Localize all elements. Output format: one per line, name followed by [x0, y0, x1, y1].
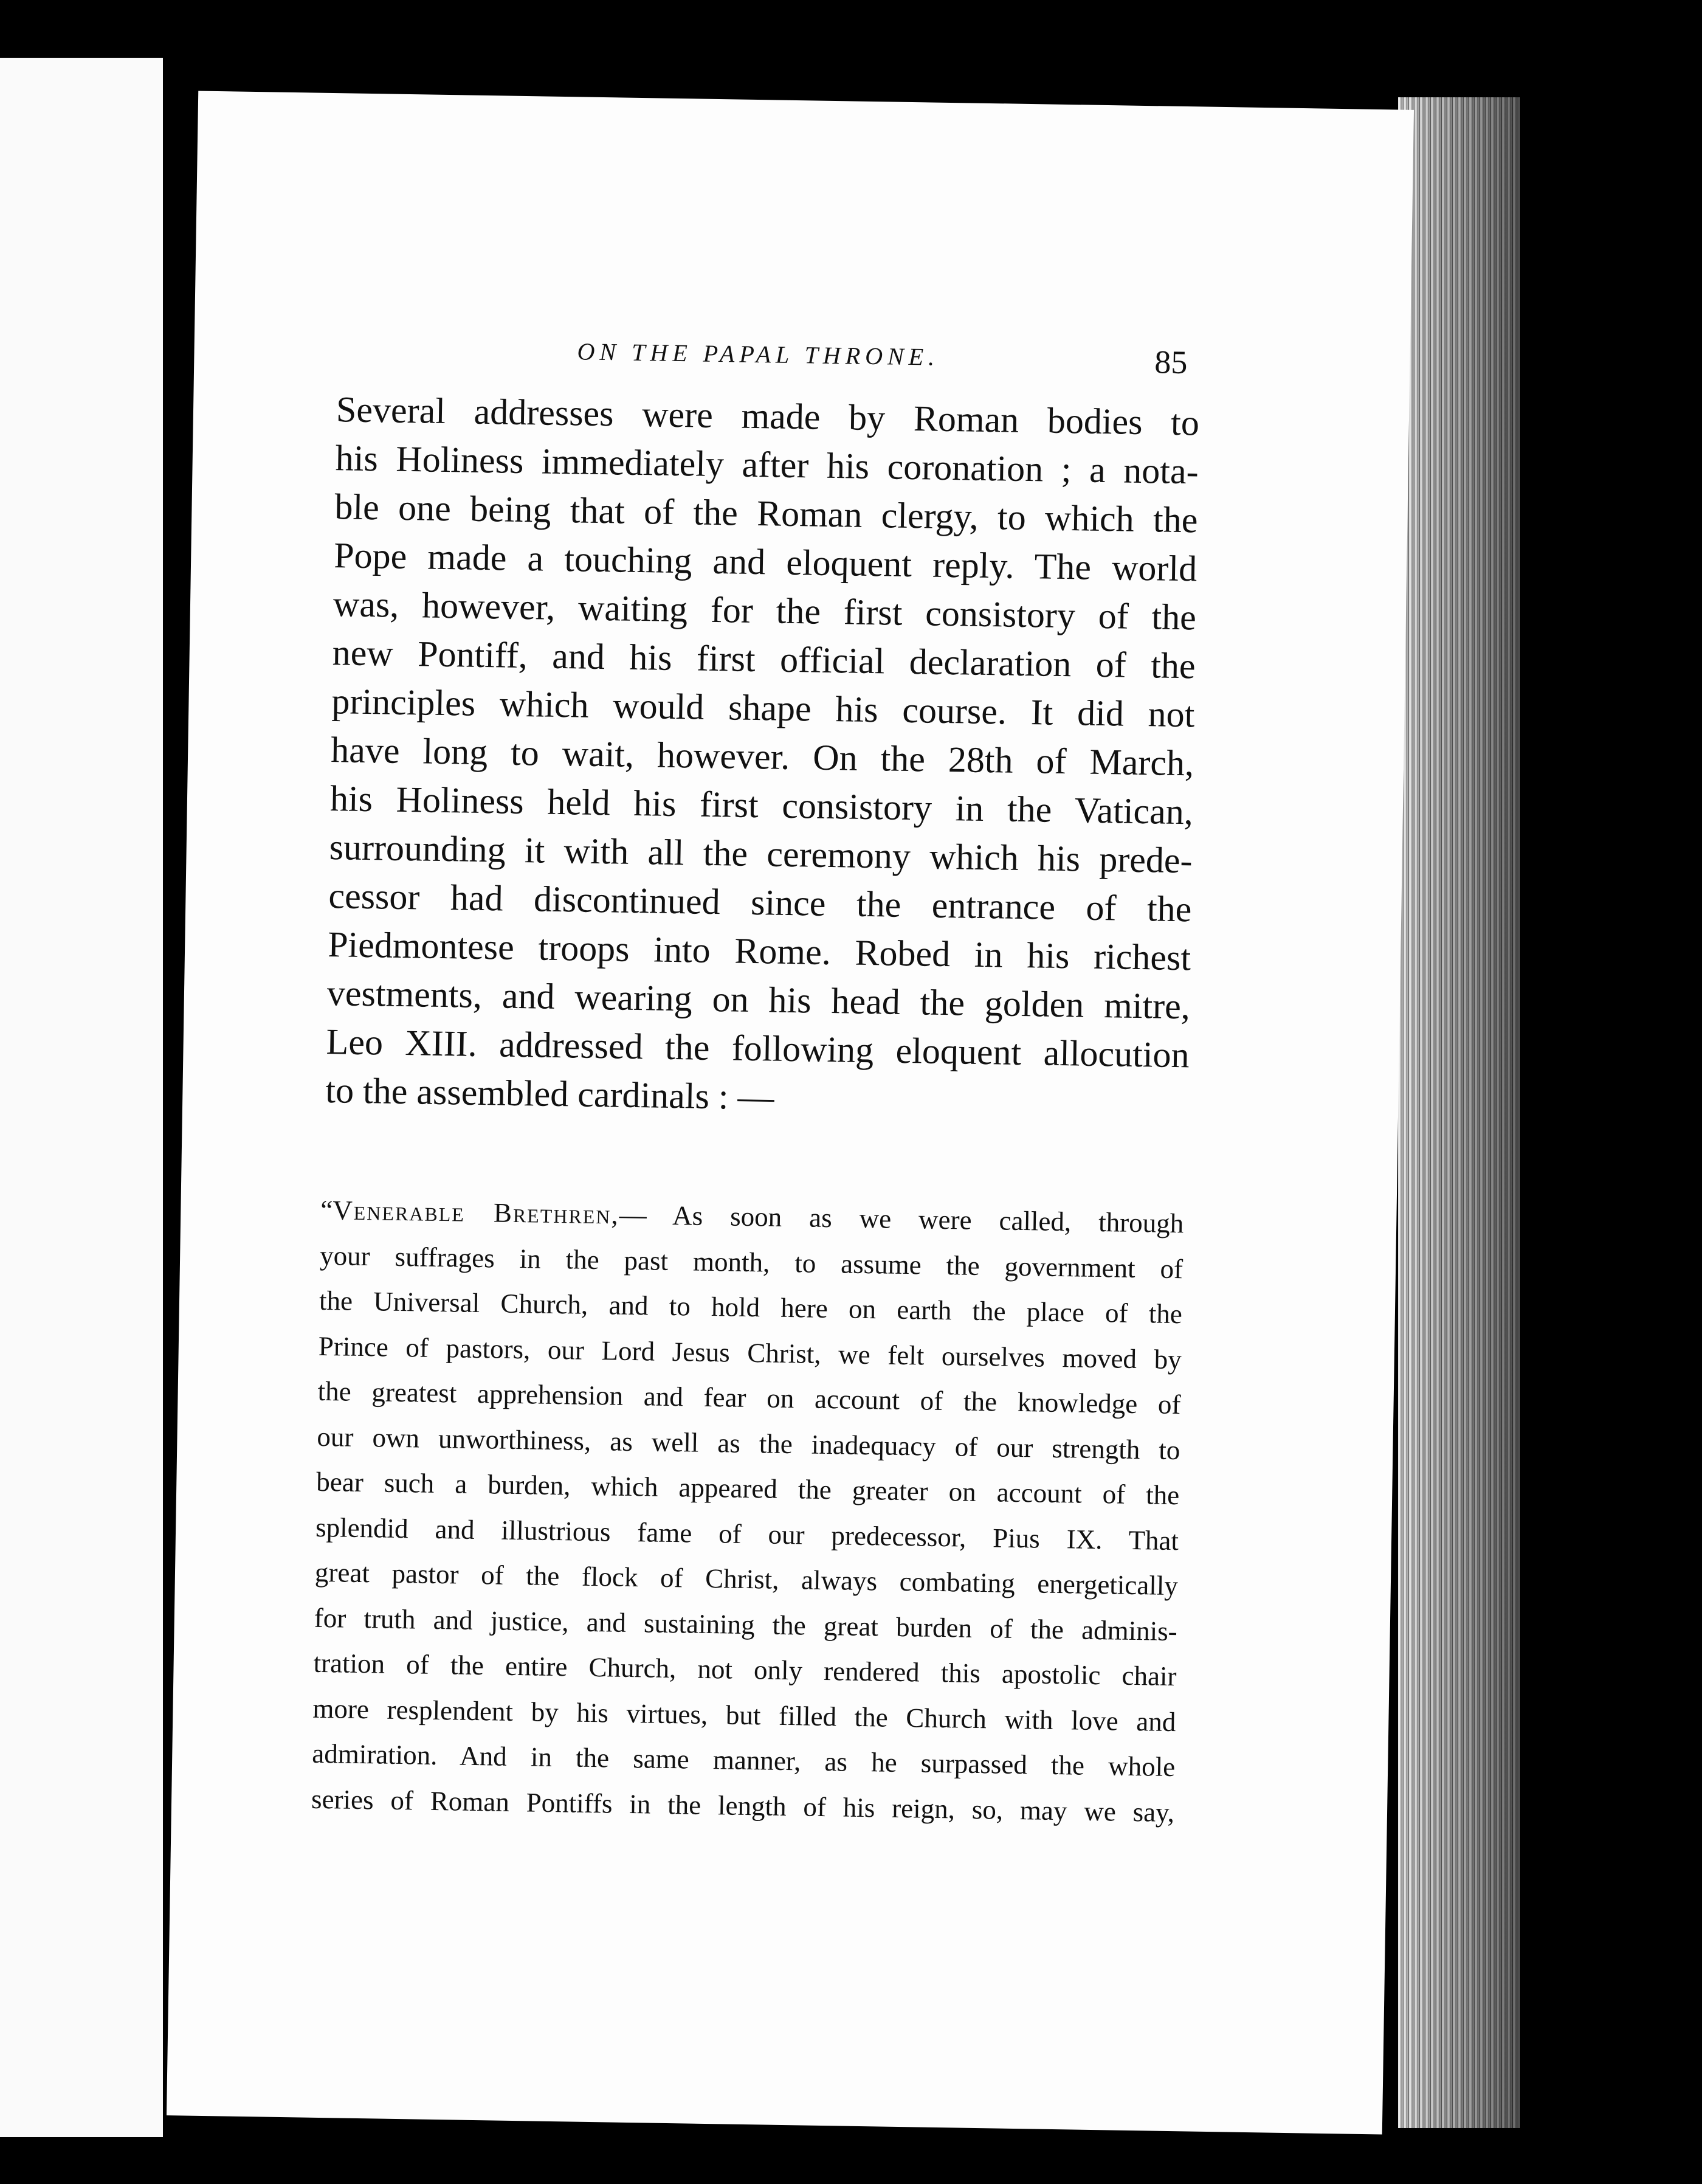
quote-line: Prince of pastors, our Lord Jesus Christ, we felt ourselves moved by [318, 1330, 1182, 1375]
paragraph-line: vestments, and wearing on his head the golden mitre, [326, 973, 1191, 1027]
paragraph-line: Leo XIII. addressed the following eloquent allocution [326, 1021, 1190, 1076]
paragraph-line: was, however, waiting for the first consistory of the [332, 584, 1197, 638]
left-page-edge [0, 58, 163, 2137]
quote-line: admiration. And in the same manner, as he surpassed the whole [311, 1738, 1176, 1783]
paragraph-line: Several addresses were made by Roman bodies to [336, 389, 1200, 443]
paragraph-line: new Pontiff, and his first official declaration of the [332, 632, 1196, 686]
quote-line: the Universal Church, and to hold here on earth the place of the [319, 1285, 1183, 1330]
quote-line: bear such a burden, which appeared the greater on account of the [315, 1466, 1180, 1511]
running-head: ON THE PAPAL THRONE. [577, 337, 940, 371]
paragraph-line: principles which would shape his course. It did not [331, 681, 1195, 735]
paragraph-line: cessor had discontinued since the entrance of the [328, 876, 1192, 930]
quote-line: great pastor of the flock of Christ, always combating energetically [314, 1557, 1179, 1602]
allocution-quote [311, 1187, 1184, 1835]
quote-line: tration of the entire Church, not only rendered this apostolic chair [313, 1647, 1177, 1692]
quote-line: the greatest apprehension and fear on account of the knowledge of [317, 1375, 1181, 1420]
body-paragraph [325, 385, 1200, 1128]
paragraph-line: to the assembled cardinals : — [325, 1070, 775, 1118]
book-page [167, 91, 1414, 2134]
paragraph-line: ble one being that of the Roman clergy, to which the [334, 486, 1198, 541]
quote-line: splendid and illustrious fame of our predecessor, Pius IX. That [315, 1512, 1179, 1556]
paragraph-line: surrounding it with all the ceremony which his prede- [329, 827, 1193, 881]
page-stack-edges [1398, 97, 1520, 2128]
paragraph-line: his Holiness held his first consistory in the Vatican, [329, 778, 1194, 832]
quote-line: more resplendent by his virtues, but filled the Church with love and [312, 1693, 1176, 1737]
page-number: 85 [1154, 344, 1188, 381]
quote-first-line-rest: — As soon as we were called, through [619, 1199, 1184, 1239]
paragraph-line: Piedmontese troops into Rome. Robed in his richest [327, 924, 1191, 978]
paragraph-line: have long to wait, however. On the 28th of March, [330, 730, 1194, 784]
quote-line: your suffrages in the past month, to assume the government of [319, 1240, 1183, 1284]
quote-line: our own unworthiness, as well as the inadequacy of our strength to [317, 1421, 1180, 1465]
quote-salutation: Venerable Brethren, [332, 1195, 620, 1230]
quote-open-mark: “ [320, 1194, 333, 1226]
quote-line: series of Roman Pontiffs in the length of his reign, so, may we say, [311, 1783, 1175, 1828]
paragraph-line: his Holiness immediately after his coronation ; a nota- [335, 438, 1199, 492]
quote-line: for truth and justice, and sustaining the great burden of the adminis- [314, 1602, 1178, 1647]
paragraph-line: Pope made a touching and eloquent reply. The world [333, 535, 1197, 589]
